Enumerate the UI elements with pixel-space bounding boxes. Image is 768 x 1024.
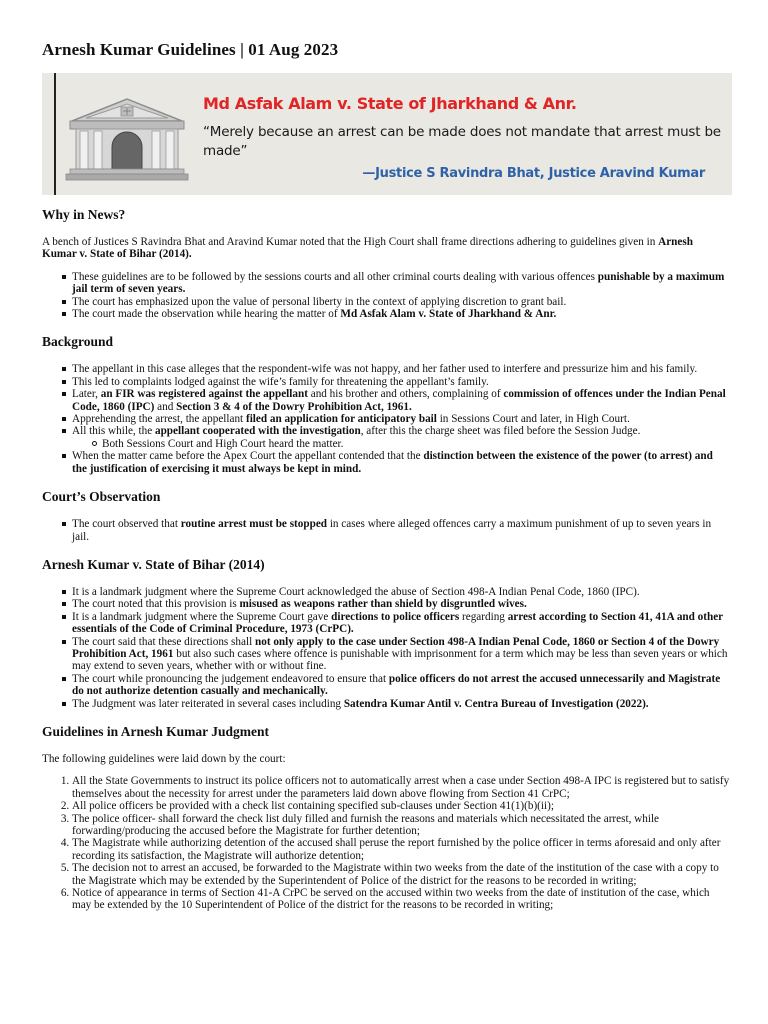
- courts-observation-list: [42, 518, 730, 543]
- list-item: The court observed that routine arrest must be stopped in cases where alleged offences carry a maximum punishment of up to seven years in jail.: [72, 518, 730, 543]
- list-item: The court made the observation while hearing the matter of Md Asfak Alam v. State of Jharkhand & Anr.: [72, 308, 730, 320]
- banner-case-title: Md Asfak Alam v. State of Jharkhand & Anr.: [203, 94, 577, 113]
- guidelines-list: [42, 775, 730, 911]
- list-item: The court while pronouncing the judgement endeavored to ensure that police officers do not arrest the accused unnecessarily and Magistrate do not authorize detention casually and mechanically.: [72, 673, 730, 698]
- list-item: Later, an FIR was registered against the appellant and his brother and others, complaining of commission of offences under the Indian Penal Code, 1860 (IPC) and Section 3 & 4 of the Dowry Prohibition Act, 1961.: [72, 388, 730, 413]
- list-item: It is a landmark judgment where the Supreme Court gave directions to police officers regarding arrest according to Section 41, 41A and other essentials of the Code of Criminal Procedure, 1973 (CrPC).: [72, 611, 730, 636]
- why-in-news-intro: A bench of Justices S Ravindra Bhat and Aravind Kumar noted that the High Court shall frame directions adhering to guidelines given in Arnesh Kumar v. State of Bihar (2014).: [42, 236, 693, 261]
- guideline-item: 4. The Magistrate while authorizing detention of the accused shall peruse the report furnished by the police officer in terms aforesaid and only after recording its satisfaction, the Magistrate will authorize detention;: [72, 837, 730, 862]
- court-building-icon: [64, 95, 190, 183]
- list-item: The appellant in this case alleges that the respondent-wife was not happy, and her father used to interfere and pressurize him and his family.: [72, 363, 730, 375]
- banner-attribution: —Justice S Ravindra Bhat, Justice Aravind Kumar: [362, 166, 705, 181]
- sub-list-item: Both Sessions Court and High Court heard the matter.: [102, 438, 730, 450]
- list-item: The court said that these directions shall not only apply to the case under Section 498-A Indian Penal Code, 1860 or Section 4 of the Dowry Prohibition Act, 1961 but also such cases where offence is punishable with imprisonment for a term which may be less than seven years or which may extend to seven years, whether with or without fine.: [72, 636, 730, 673]
- list-item: All this while, the appellant cooperated with the investigation, after this the charge sheet was filed before the Session Judge. Both Sessions Court and High Court heard the matter.: [72, 425, 730, 450]
- banner-quote: “Merely because an arrest can be made does not mandate that arrest must be made”: [203, 124, 721, 159]
- list-item: This led to complaints lodged against the wife’s family for threatening the appellant’s family.: [72, 376, 730, 388]
- list-item: The Judgment was later reiterated in several cases including Satendra Kumar Antil v. Centra Bureau of Investigation (2022).: [72, 698, 730, 710]
- background-list: [42, 363, 730, 475]
- quote-banner: [42, 73, 732, 195]
- list-item: These guidelines are to be followed by the sessions courts and all other criminal courts dealing with various offences punishable by a maximum jail term of seven years.: [72, 271, 730, 296]
- guideline-item: 3. The police officer- shall forward the check list duly filled and furnish the reasons and materials which necessitated the arrest, while forwarding/producing the accused before the Magistrate for further detention;: [72, 813, 730, 838]
- guidelines-intro: The following guidelines were laid down by the court:: [42, 752, 286, 765]
- sub-list: [72, 438, 730, 450]
- section-heading-arnesh-kumar: Arnesh Kumar v. State of Bihar (2014): [42, 556, 265, 572]
- why-in-news-list: [42, 271, 730, 321]
- list-item: Apprehending the arrest, the appellant filed an application for anticipatory bail in Sessions Court and later, in High Court.: [72, 413, 730, 425]
- guideline-item: 1. All the State Governments to instruct its police officers not to automatically arrest when a case under Section 498-A IPC is registered but to satisfy themselves about the necessity for arrest under the parameters laid down above flowing from Section 41 CrPC;: [72, 775, 730, 800]
- guideline-item: 5. The decision not to arrest an accused, be forwarded to the Magistrate within two weeks from the date of the institution of the case with a copy to the Magistrate which may be extended by the Superintendent of Police of the district for the reasons to be recorded in writing;: [72, 862, 730, 887]
- arnesh-kumar-list: [42, 586, 730, 710]
- page-title: Arnesh Kumar Guidelines | 01 Aug 2023: [42, 40, 339, 59]
- banner-divider: [54, 73, 56, 195]
- list-item: The court noted that this provision is misused as weapons rather than shield by disgruntled wives.: [72, 598, 730, 610]
- section-heading-courts-observation: Court’s Observation: [42, 489, 161, 505]
- list-item: When the matter came before the Apex Court the appellant contended that the distinction between the existence of the power (to arrest) and the justification of exercising it must always be kept in mind.: [72, 450, 730, 475]
- guideline-item: 2. All police officers be provided with a check list containing specified sub-clauses under Section 41(1)(b)(ii);: [72, 800, 730, 812]
- section-heading-guidelines: Guidelines in Arnesh Kumar Judgment: [42, 723, 270, 739]
- list-item: It is a landmark judgment where the Supreme Court acknowledged the abuse of Section 498-A Indian Penal Code, 1860 (IPC).: [72, 586, 730, 598]
- section-heading-background: Background: [42, 334, 114, 350]
- section-heading-why-in-news: Why in News?: [42, 207, 126, 222]
- list-item: The court has emphasized upon the value of personal liberty in the context of applying discretion to grant bail.: [72, 296, 730, 308]
- guideline-item: 6. Notice of appearance in terms of Section 41-A CrPC be served on the accused within two weeks from the date of institution of the case, which may be extended by the 10 Superintendent of Police of the district for the reasons to be recorded in writing;: [72, 887, 730, 912]
- article-body: [42, 207, 730, 912]
